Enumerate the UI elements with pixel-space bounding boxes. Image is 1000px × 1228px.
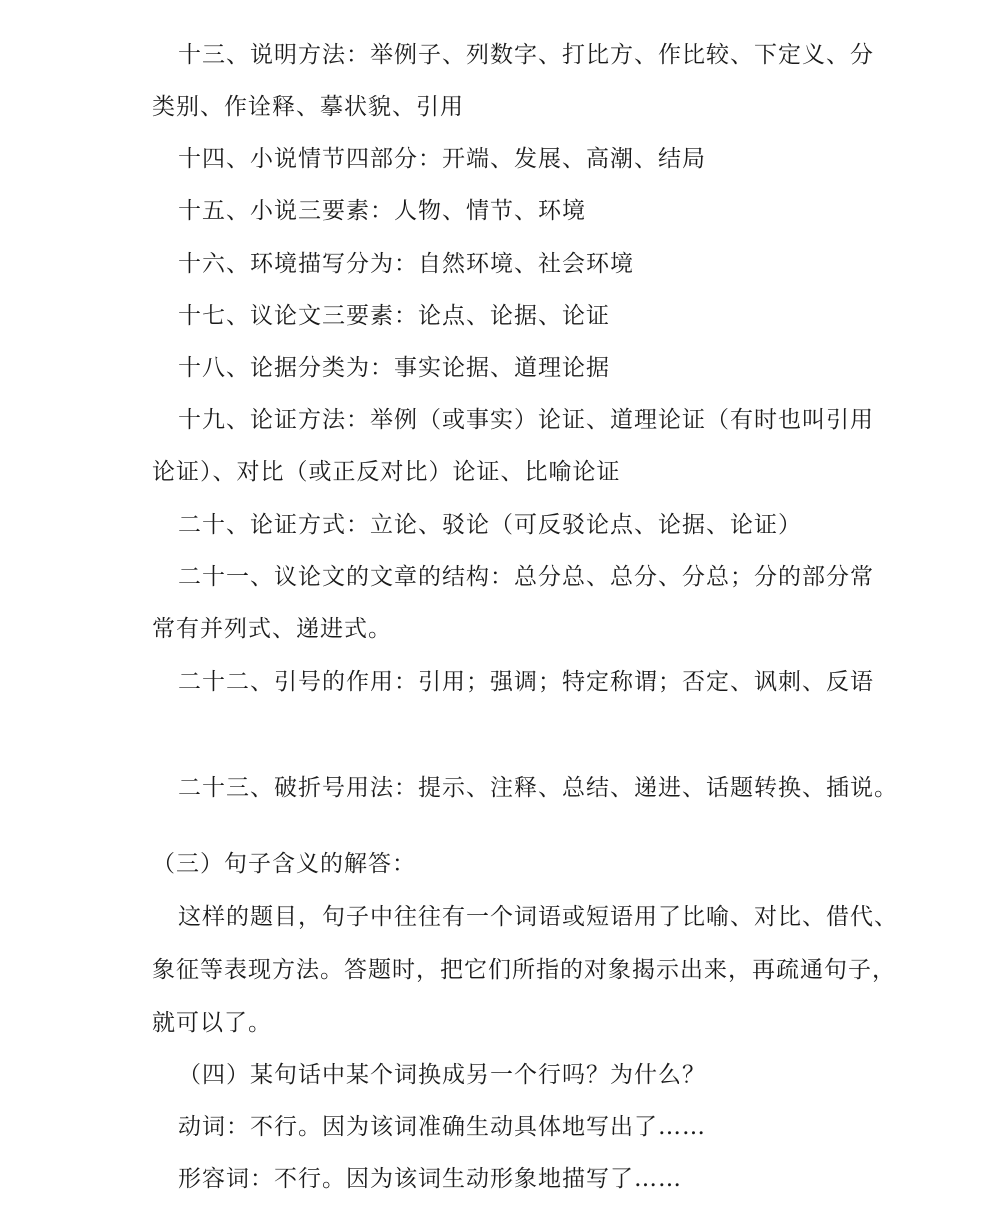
text-line: 十八、论据分类为：事实论据、道理论据 <box>178 355 610 381</box>
text-line: 常有并列式、递进式。 <box>152 616 392 642</box>
text-line: 类别、作诠释、摹状貌、引用 <box>152 94 464 120</box>
text-line: 这样的题目，句子中往往有一个词语或短语用了比喻、对比、借代、 <box>178 904 898 930</box>
text-line: 就可以了。 <box>152 1010 272 1036</box>
text-line: 十七、议论文三要素：论点、论据、论证 <box>178 303 610 329</box>
text-line: 论证）、对比（或正反对比）论证、比喻论证 <box>152 459 621 485</box>
text-line: 动词：不行。因为该词准确生动具体地写出了…… <box>178 1114 706 1140</box>
text-line: 十九、论证方法：举例（或事实）论证、道理论证（有时也叫引用 <box>178 407 874 433</box>
text-line: 二十一、议论文的文章的结构：总分总、总分、分总；分的部分常 <box>178 564 874 590</box>
section-heading: （三）句子含义的解答： <box>152 851 416 877</box>
text-line: 十四、小说情节四部分：开端、发展、高潮、结局 <box>178 146 706 172</box>
text-line: 象征等表现方法。答题时，把它们所指的对象揭示出来，再疏通句子， <box>152 957 896 983</box>
text-line: 二十三、破折号用法：提示、注释、总结、递进、话题转换、插说。 <box>178 775 898 801</box>
text-line: 形容词：不行。因为该词生动形象地描写了…… <box>178 1166 682 1192</box>
text-line: 二十、论证方式：立论、驳论（可反驳论点、论据、论证） <box>178 512 802 538</box>
text-line: 十五、小说三要素：人物、情节、环境 <box>178 198 586 224</box>
text-line: 二十二、引号的作用：引用；强调；特定称谓；否定、讽刺、反语 <box>178 669 874 695</box>
text-line: 十六、环境描写分为：自然环境、社会环境 <box>178 251 634 277</box>
text-line: 十三、说明方法：举例子、列数字、打比方、作比较、下定义、分 <box>178 42 874 68</box>
section-heading: （四）某句话中某个词换成另一个行吗？为什么？ <box>178 1062 706 1088</box>
